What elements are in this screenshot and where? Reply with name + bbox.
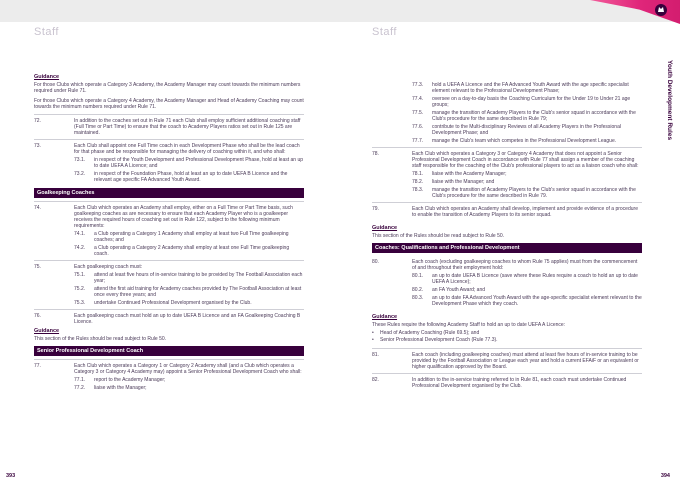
sub-rule-number: 80.3.: [412, 295, 424, 301]
sub-rule: [74, 231, 304, 243]
sub-rule-text: manage the Club's team which competes in the Professional Development League.: [432, 138, 617, 144]
rule-number: 79.: [372, 206, 379, 212]
rule-number: 74.: [34, 205, 41, 211]
rule-text: Each coach (including goalkeeping coaches) must attend at least five hours of in-service training to be provided by the Football Association or League each year and hold a current EFAiF or an equivalent or higher qualification approved by the Board.: [412, 352, 639, 370]
rule-number: 73.: [34, 143, 41, 149]
sub-rule-number: 77.3.: [412, 82, 424, 88]
sub-rule-text: attend the first aid training for Academy coaches provided by The Football Association at least once every three years; and: [94, 286, 302, 298]
left-page-title: Staff: [34, 26, 59, 38]
bullet-icon: •: [372, 337, 374, 343]
guidance-text: For those Clubs which operate a Category 4 Academy, the Academy Manager and Head of Academy Coaching may count towards the minimum numbers required under Rule 71.: [34, 98, 304, 110]
sub-rule: [74, 300, 304, 306]
sub-rule-number: 78.2.: [412, 179, 424, 185]
sub-rule-number: 74.2.: [74, 245, 86, 251]
sub-rule: [412, 96, 642, 108]
guidance-heading: Guidance: [372, 225, 398, 231]
right-page-title: Staff: [372, 26, 397, 38]
sub-rule-number: 77.4.: [412, 96, 424, 102]
rule-74: [34, 201, 304, 260]
section-band-senior-pd-coach: Senior Professional Development Coach: [34, 346, 304, 356]
rule-text: Each Club which operates an Academy shall employ, either on a Full Time or Part Time basis, such goalkeeping coaches as are necessary to ensure that each Academy Player who is a goalkeeper receives the required hours of coaching set out in Rule 122, subject to the following minimum requirements:: [74, 205, 293, 229]
sub-rule-number: 73.1.: [74, 157, 86, 163]
rule-77-continued: [372, 77, 642, 147]
left-column: [34, 74, 304, 394]
sub-rule-number: 80.2.: [412, 287, 424, 293]
rule-text: In addition to the coaches set out in Rule 71 each Club shall employ sufficient additional coaching staff (Full Time or Part Time) to ensure that the coach to Academy Players ratios set out in Rule 125 are maintained.: [74, 118, 301, 136]
sub-rule: [412, 124, 642, 136]
rule-73: [34, 139, 304, 186]
lion-crest-icon: [654, 3, 668, 17]
sub-rule-number: 78.1.: [412, 171, 424, 177]
sub-rule-text: contribute to the Multi-disciplinary Reviews of all Academy Players in the Professional Development Phase; and: [432, 124, 621, 136]
sub-rule-text: oversee on a day-to-day basis the Coaching Curriculum for the Under 19 to Under 21 age groups;: [432, 96, 631, 108]
sub-rule-number: 77.7.: [412, 138, 424, 144]
rule-number: 77.: [34, 363, 41, 369]
guidance-heading: Guidance: [372, 314, 398, 320]
list-item: [372, 330, 642, 336]
sub-rule-text: an up to date FA Advanced Youth Award with the age-specific specialist element relevant to the Development Phase which they coach.: [432, 295, 642, 307]
sub-rule: [74, 286, 304, 298]
sub-rule-text: report to the Academy Manager;: [94, 377, 166, 383]
rule-text: Each coach (excluding goalkeeping coaches to whom Rule 75 applies) must from the commencement of and throughout their employment hold:: [412, 259, 638, 271]
top-bar: [0, 0, 680, 22]
rule-number: 76.: [34, 313, 41, 319]
rule-text: Each goalkeeping coach must hold an up to date UEFA B Licence and an FA Goalkeeping Coaching B Licence.: [74, 313, 301, 325]
bullet-icon: •: [372, 330, 374, 336]
sub-rule: [412, 82, 642, 94]
rule-79: [372, 202, 642, 221]
page-number-left: 393: [6, 473, 16, 479]
sub-rule-number: 74.1.: [74, 231, 86, 237]
list-item-text: Head of Academy Coaching (Rule 69.5); and: [380, 330, 480, 336]
sub-rule: [74, 245, 304, 257]
rule-text: Each Club which operates a Category 1 or Category 2 Academy shall (and a Club which operates a Category 3 or Category 4 Academy may) appoint a Senior Professional Development Coach who shall:: [74, 363, 302, 375]
sub-rule-text: an FA Youth Award; and: [432, 287, 486, 293]
sub-rule-text: hold a UEFA A Licence and the FA Advanced Youth Award with the age specific specialist element relevant to the Professional Development Phase;: [432, 82, 629, 94]
rule-text: Each Club which operates an Academy shall develop, implement and provide evidence of a procedure to enable the transition of Academy Players to its senior squad.: [412, 206, 638, 218]
sub-rule: [412, 138, 642, 144]
sub-rule-number: 78.3.: [412, 187, 424, 193]
guidance-heading: Guidance: [34, 328, 60, 334]
sub-rule-text: in respect of the Foundation Phase, hold at least an up to date UEFA B Licence and the relevant age specific FA Advanced Youth Award.: [94, 171, 288, 183]
rule-number: 81.: [372, 352, 379, 358]
sub-rule: [74, 385, 304, 391]
sub-rule: [74, 171, 304, 183]
rule-number: 82.: [372, 377, 379, 383]
rule-text: Each Club shall appoint one Full Time coach in each Development Phase who shall be the lead coach for that phase and be responsible for managing the delivery of coaching within it, and who shall:: [74, 143, 300, 155]
sub-rule-number: 77.2.: [74, 385, 86, 391]
sub-rule-text: undertake Continued Professional Development organised by the Club.: [94, 300, 252, 306]
sub-rule-text: liaise with the Academy Manager;: [432, 171, 507, 177]
rule-78: [372, 147, 642, 202]
sub-rule-number: 80.1.: [412, 273, 424, 279]
rule-text: Each goalkeeping coach must:: [74, 264, 143, 270]
sub-rule: [412, 179, 642, 185]
sub-rule-number: 77.5.: [412, 110, 424, 116]
guidance-text: These Rules require the following Academy Staff to hold an up to date UEFA A Licence:: [372, 322, 566, 328]
guidance-text: For those Clubs which operate a Category 3 Academy, the Academy Manager may count towards the minimum numbers required under Rule 71.: [34, 82, 301, 94]
rule-82: [372, 373, 642, 392]
rule-number: 78.: [372, 151, 379, 157]
guidance-heading: Guidance: [34, 74, 60, 80]
list-item-text: Senior Professional Development Coach (Rule 77.3).: [380, 337, 498, 343]
sub-rule-text: a Club operating a Category 1 Academy shall employ at least two Full Time goalkeeping coaches; and: [94, 231, 289, 243]
guidance-text: This section of the Rules should be read subject to Rule 50.: [372, 233, 505, 239]
sidebar-section-title: Youth Development Rules: [666, 60, 673, 141]
sub-rule-number: 75.3.: [74, 300, 86, 306]
sub-rule: [412, 171, 642, 177]
sub-rule-text: liaise with the Manager;: [94, 385, 147, 391]
rule-number: 80.: [372, 259, 379, 265]
sub-rule: [412, 287, 642, 293]
sub-rule: [74, 377, 304, 383]
sub-rule-number: 77.1.: [74, 377, 86, 383]
guidance-text: This section of the Rules should be read subject to Rule 50.: [34, 336, 167, 342]
sub-rule-number: 77.6.: [412, 124, 424, 130]
sub-rule: [412, 110, 642, 122]
section-band-goalkeeping: Goalkeeping Coaches: [34, 188, 304, 198]
rule-75: [34, 260, 304, 309]
rule-80: [372, 256, 642, 310]
rule-72: [34, 114, 304, 139]
rule-81: [372, 348, 642, 373]
rule-text: Each Club which operates a Category 3 or Category 4 Academy that does not appoint a Senior Professional Development Coach in accordance with Rule 77 shall assign a member of the coaching staff responsible for the coaching of the Club's professional players to act as a liaison coach who shall:: [412, 151, 639, 169]
sub-rule-text: liaise with the Manager; and: [432, 179, 495, 185]
section-band-qualifications: Coaches: Qualifications and Professional Development: [372, 243, 642, 253]
sub-rule-number: 75.2.: [74, 286, 86, 292]
sub-rule-text: in respect of the Youth Development and Professional Development Phase, hold at least an up to date UEFA A Licence; and: [94, 157, 304, 169]
rule-number: 75.: [34, 264, 41, 270]
sub-rule-text: attend at least five hours of in-service training to be provided by The Football Association each year;: [94, 272, 303, 284]
rule-number: 72.: [34, 118, 41, 124]
sub-rule: [412, 273, 642, 285]
sub-rule-number: 73.2.: [74, 171, 86, 177]
sub-rule: [74, 157, 304, 169]
sub-rule-text: a Club operating a Category 2 Academy shall employ at least one Full Time goalkeeping coach.: [94, 245, 290, 257]
sub-rule-number: 75.1.: [74, 272, 86, 278]
list-item: [372, 337, 642, 343]
rule-76: [34, 309, 304, 328]
sub-rule-text: manage the transition of Academy Players to the Club's senior squad in accordance with the Club's procedure for the same described in Rule 79.: [432, 187, 636, 199]
sub-rule: [412, 187, 642, 199]
rule-77: [34, 359, 304, 394]
page-number-right: 394: [660, 473, 670, 479]
sub-rule: [412, 295, 642, 307]
rule-text: In addition to the in-service training referred to in Rule 81, each coach must undertake Continued Professional Development organised by the Club.: [412, 377, 627, 389]
right-column: [372, 77, 642, 392]
sub-rule-text: manage the transition of Academy Players to the Club's senior squad in accordance with the Club's procedure for the same described in Rule 79;: [432, 110, 636, 122]
sub-rule-text: an up to date UEFA B Licence (save where these Rules require a coach to hold an up to date UEFA A Licence);: [432, 273, 638, 285]
sub-rule: [74, 272, 304, 284]
